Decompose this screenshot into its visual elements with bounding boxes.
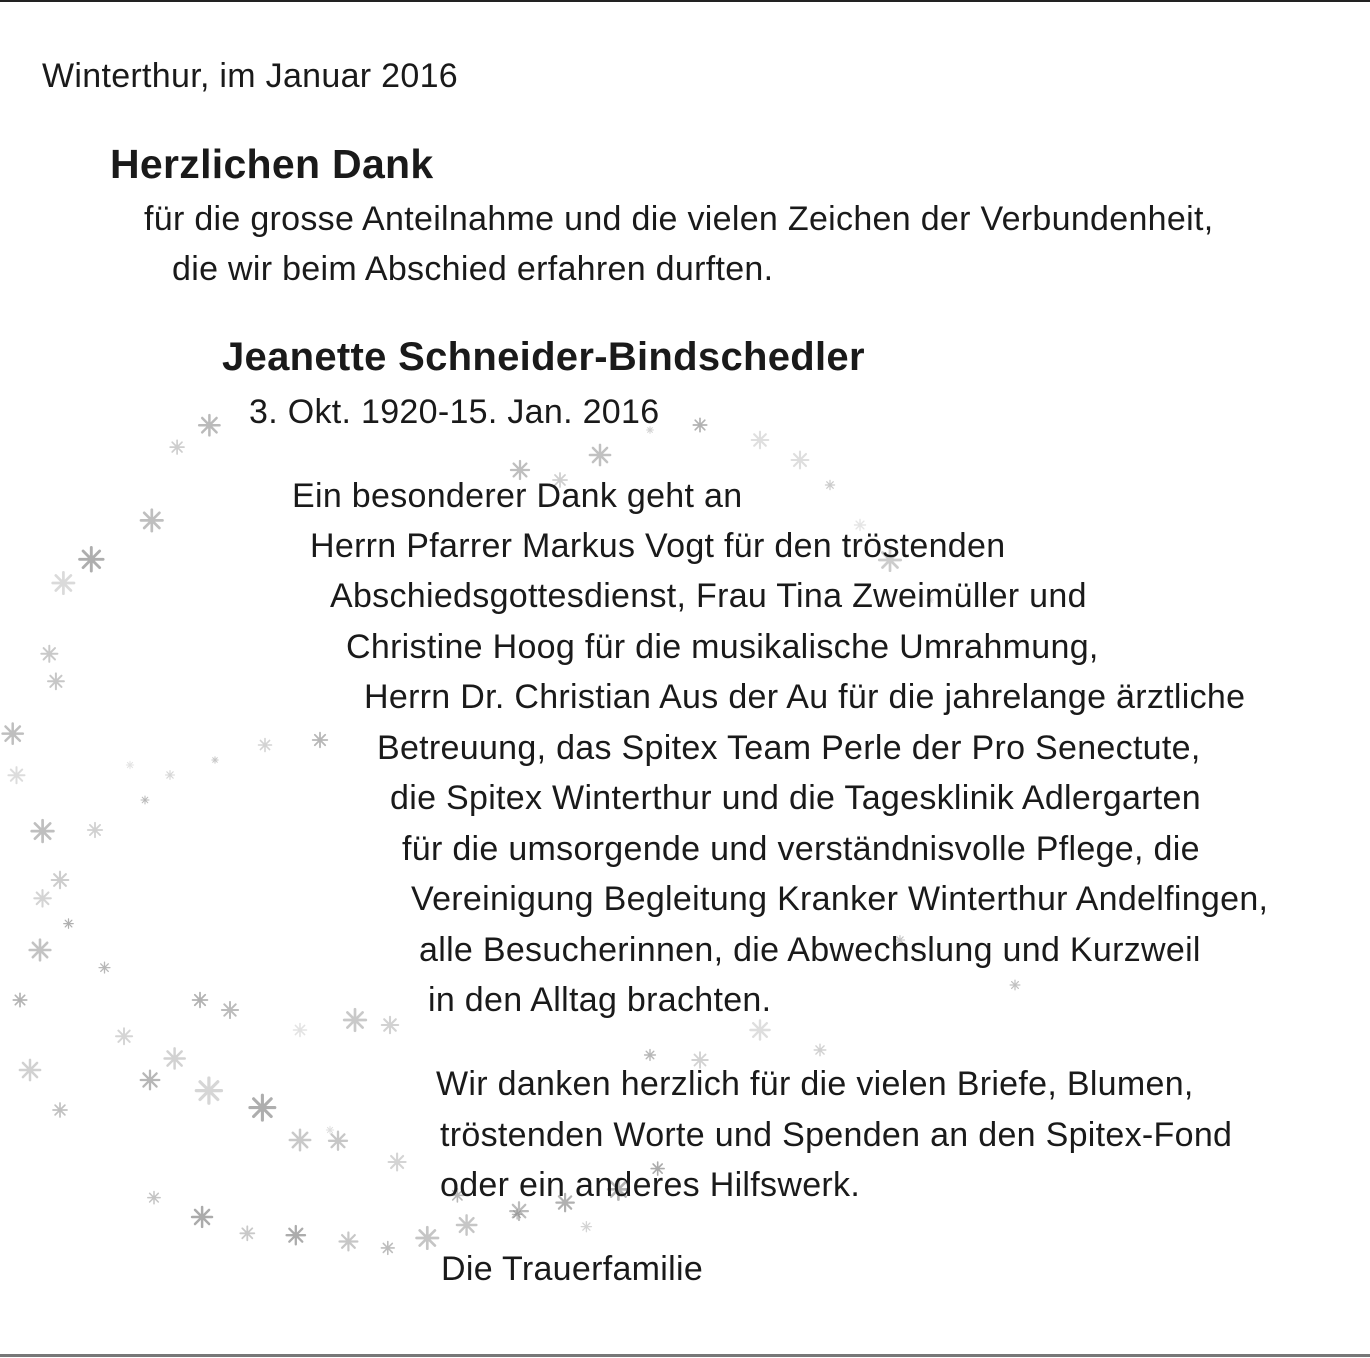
star-icon	[825, 480, 834, 489]
star-icon	[32, 820, 54, 842]
star-icon	[344, 1009, 366, 1031]
intro-line-1: für die grosse Anteilnahme und die vielen Zeichen der Verbundenheit,	[144, 200, 1214, 238]
thanks-line-6: Betreuung, das Spitex Team Perle der Pro Senectute,	[377, 729, 1201, 767]
star-icon	[590, 445, 610, 465]
star-icon	[8, 767, 24, 783]
star-icon	[222, 1002, 238, 1018]
star-icon	[148, 1192, 160, 1204]
thanks-line-11: in den Alltag brachten.	[428, 981, 772, 1019]
star-icon	[752, 432, 769, 449]
thanks-line-3: Abschiedsgottesdienst, Frau Tina Zweimüller und	[330, 577, 1087, 615]
star-icon	[340, 1233, 358, 1251]
star-icon	[693, 418, 706, 431]
star-icon	[457, 1215, 477, 1235]
bottom-border	[0, 1354, 1370, 1357]
thanks-line-5: Herrn Dr. Christian Aus der Au für die jahrelange ärztliche	[364, 678, 1246, 716]
signature: Die Trauerfamilie	[441, 1250, 704, 1288]
thanks-line-2: Herrn Pfarrer Markus Vogt für den tröstenden	[310, 527, 1006, 565]
star-icon	[792, 452, 809, 469]
star-icon	[48, 673, 64, 689]
heading: Herzlichen Dank	[110, 141, 434, 187]
star-icon	[3, 724, 23, 744]
star-icon	[30, 940, 51, 961]
star-icon	[126, 761, 133, 768]
star-icon	[20, 1060, 40, 1080]
place-date: Winterthur, im Januar 2016	[42, 57, 458, 95]
star-icon	[141, 1071, 160, 1090]
thanks-line-4: Christine Hoog für die musikalische Umrahmung,	[346, 628, 1099, 666]
star-icon	[750, 1020, 769, 1039]
thanks-line-9: Vereinigung Begleitung Kranker Winterthur Andelfingen,	[411, 880, 1269, 918]
thanks-line-7: die Spitex Winterthur und die Tagesklinik Adlergarten	[390, 779, 1201, 817]
star-icon	[196, 1078, 221, 1103]
star-icon	[212, 757, 218, 763]
star-icon	[34, 890, 51, 907]
star-icon	[326, 1126, 333, 1133]
star-icon	[199, 415, 219, 435]
star-icon	[250, 1095, 275, 1120]
star-icon	[141, 510, 163, 531]
star-icon	[329, 1132, 347, 1150]
star-icon	[259, 739, 272, 752]
star-icon	[287, 1226, 305, 1244]
star-icon	[141, 796, 149, 804]
star-icon	[52, 872, 69, 889]
star-icon	[294, 1024, 307, 1037]
star-icon	[88, 823, 102, 837]
star-icon	[814, 1044, 826, 1056]
star-icon	[1010, 980, 1020, 990]
star-icon	[13, 993, 26, 1006]
star-icon	[417, 1227, 438, 1249]
star-icon	[381, 1242, 394, 1255]
star-icon	[313, 733, 328, 748]
closing-line-3: oder ein anderes Hilfswerk.	[440, 1166, 861, 1204]
star-icon	[165, 1048, 185, 1068]
thanks-line-1: Ein besonderer Dank geht an	[292, 477, 743, 515]
star-icon	[290, 1130, 310, 1150]
deceased-name: Jeanette Schneider-Bindschedler	[222, 335, 865, 379]
star-icon	[53, 1103, 67, 1117]
intro-line-2: die wir beim Abschied erfahren durften.	[172, 250, 774, 288]
star-icon	[382, 1017, 398, 1033]
star-icon	[192, 1207, 212, 1227]
star-icon	[166, 771, 175, 780]
star-icon	[389, 1154, 406, 1171]
star-icon	[41, 646, 57, 662]
thanks-line-8: für die umsorgende und verständnisvolle Pflege, die	[402, 830, 1200, 868]
deceased-dates: 3. Okt. 1920-15. Jan. 2016	[249, 393, 660, 431]
star-icon	[170, 440, 184, 454]
star-icon	[80, 548, 104, 572]
star-icon	[99, 962, 110, 973]
thanks-line-10: alle Besucherinnen, die Abwechslung und Kurzweil	[419, 931, 1201, 969]
star-icon	[116, 1028, 132, 1044]
closing-line-2: tröstenden Worte und Spenden an den Spitex-Fond	[440, 1116, 1233, 1154]
star-icon	[64, 919, 73, 928]
closing-line-1: Wir danken herzlich für die vielen Briefe, Blumen,	[436, 1065, 1194, 1103]
star-icon	[193, 993, 208, 1008]
star-icon	[240, 1226, 254, 1240]
star-icon	[581, 1222, 591, 1232]
star-icon	[53, 572, 74, 593]
star-icon	[645, 1050, 656, 1061]
